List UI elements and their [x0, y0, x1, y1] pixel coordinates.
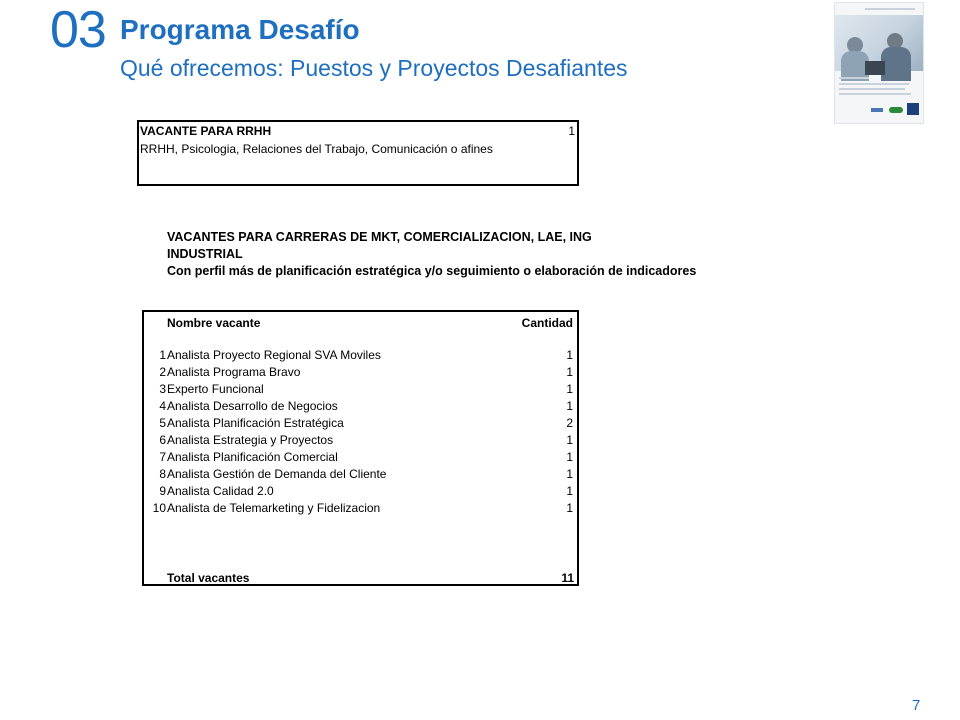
- vacancy-quantity: 1: [566, 433, 573, 447]
- total-value: 11: [561, 571, 574, 585]
- vacancy-name: Analista Proyecto Regional SVA Moviles: [167, 348, 381, 362]
- vacancy-quantity: 1: [566, 484, 573, 498]
- logo-mark: [907, 103, 919, 115]
- vacancy-name: Analista Planificación Comercial: [167, 450, 338, 464]
- table-row: [144, 433, 577, 450]
- logo-mark: [871, 108, 883, 112]
- rrhh-vacancy-box: [137, 120, 579, 186]
- table-row: [144, 501, 577, 518]
- row-number: 5: [159, 416, 166, 430]
- heading-line-2: INDUSTRIAL: [167, 247, 243, 261]
- vacancy-name: Analista Planificación Estratégica: [167, 416, 344, 430]
- vacancy-quantity: 1: [566, 399, 573, 413]
- row-number: 1: [159, 348, 166, 362]
- table-row: [144, 382, 577, 399]
- row-number: 3: [159, 382, 166, 396]
- vacancy-quantity: 2: [566, 416, 573, 430]
- page-subtitle: Qué ofrecemos: Puestos y Proyectos Desafiantes: [120, 55, 628, 81]
- mkt-vacancies-heading: [167, 229, 696, 280]
- table-row: [144, 467, 577, 484]
- table-row: [144, 348, 577, 365]
- vacancy-name: Analista Gestión de Demanda del Cliente: [167, 467, 387, 481]
- table-row: [144, 399, 577, 416]
- row-number: 8: [159, 467, 166, 481]
- rrhh-box-description: RRHH, Psicologia, Relaciones del Trabajo, Comunicación o afines: [140, 142, 493, 156]
- vacancy-quantity: 1: [566, 467, 573, 481]
- people-photo: [835, 15, 923, 71]
- row-number: 2: [159, 365, 166, 379]
- vacancy-quantity: 1: [566, 450, 573, 464]
- vacancy-name: Experto Funcional: [167, 382, 264, 396]
- logo-mark: [889, 107, 903, 113]
- vacancy-quantity: 1: [566, 348, 573, 362]
- rrhh-box-title: VACANTE PARA RRHH: [140, 124, 272, 138]
- page-title: Programa Desafío: [120, 14, 360, 45]
- table-row: [144, 416, 577, 433]
- page-number: 7: [912, 697, 921, 714]
- vacancy-name: Analista de Telemarketing y Fidelizacion: [167, 501, 381, 515]
- rrhh-box-count: 1: [568, 124, 575, 138]
- vacancy-quantity: 1: [566, 365, 573, 379]
- row-number: 10: [152, 501, 166, 515]
- row-number: 9: [159, 484, 166, 498]
- vacancy-quantity: 1: [566, 501, 573, 515]
- vacancy-name: Analista Calidad 2.0: [167, 484, 274, 498]
- table-row: [144, 450, 577, 467]
- heading-line-1: VACANTES PARA CARRERAS DE MKT, COMERCIALIZACION, LAE, ING: [167, 230, 592, 244]
- vacancies-table: [142, 310, 579, 586]
- vacancy-name: Analista Programa Bravo: [167, 365, 301, 379]
- brochure-thumbnail-image: [834, 2, 924, 124]
- vacancy-quantity: 1: [566, 382, 573, 396]
- vacancy-name: Analista Desarrollo de Negocios: [167, 399, 338, 413]
- row-number: 4: [159, 399, 166, 413]
- column-header-name: Nombre vacante: [167, 316, 261, 330]
- heading-line-3: Con perfil más de planificación estratégica y/o seguimiento o elaboración de indicadores: [167, 264, 697, 278]
- row-number: 7: [159, 450, 166, 464]
- section-number: 03: [50, 1, 106, 59]
- table-row: [144, 365, 577, 382]
- column-header-quantity: Cantidad: [521, 316, 573, 330]
- total-label: Total vacantes: [167, 571, 250, 585]
- table-row: [144, 484, 577, 501]
- vacancy-name: Analista Estrategia y Proyectos: [167, 433, 334, 447]
- row-number: 6: [159, 433, 166, 447]
